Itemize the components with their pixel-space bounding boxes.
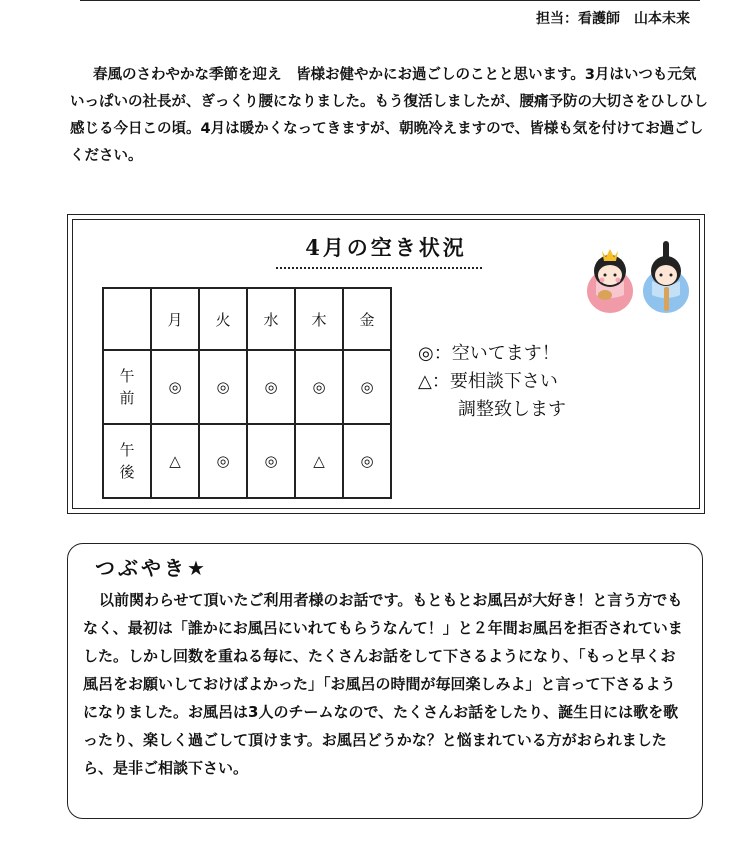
title-dotted-underline	[276, 267, 482, 269]
slot-cell: ◎	[199, 350, 247, 424]
greeting-paragraph: 春風のさわやかな季節を迎え 皆様お健やかにお過ごしのことと思います。3月はいつも元気いっぱいの社長が、ぎっくり腰になりました。もう復活しましたが、腰痛予防の大切さをひしひし感じる今日この頃。4月は暖かくなってきますが、朝晩冷えますので、皆様も気を付けてお過ごしください。	[70, 67, 708, 164]
empress-doll-icon	[587, 249, 633, 313]
afternoon-label	[103, 424, 151, 498]
label-bottom: 後	[119, 463, 135, 481]
availability-title: 4月の空き状況	[305, 235, 467, 260]
day-header: 火	[199, 288, 247, 350]
day-header: 水	[247, 288, 295, 350]
availability-inner-frame	[72, 219, 700, 509]
label-top: 午	[119, 441, 135, 459]
tweet-body	[83, 586, 688, 782]
top-rule	[80, 0, 700, 1]
legend-consult: △：要相談下さい	[418, 371, 558, 392]
corner-cell	[103, 288, 151, 350]
slot-cell: ◎	[343, 350, 391, 424]
morning-row	[103, 350, 391, 424]
greeting-section	[70, 62, 710, 170]
morning-label	[103, 350, 151, 424]
emperor-doll-icon	[643, 241, 689, 313]
slot-cell: ◎	[247, 424, 295, 498]
label-top: 午	[119, 367, 135, 385]
day-header: 金	[343, 288, 391, 350]
slot-cell: ◎	[151, 350, 199, 424]
schedule-table	[102, 287, 392, 499]
availability-box	[67, 214, 705, 514]
tweet-title: つぶやき★	[95, 556, 208, 580]
slot-cell: ◎	[199, 424, 247, 498]
afternoon-row	[103, 424, 391, 498]
slot-cell: ◎	[295, 350, 343, 424]
slot-cell: ◎	[343, 424, 391, 498]
day-header: 月	[151, 288, 199, 350]
legend-consult-note: 調整致します	[458, 399, 566, 420]
legend-available: ◎：空いてます！	[418, 343, 560, 364]
header-row	[103, 288, 391, 350]
tweet-box	[67, 543, 703, 819]
slot-cell: △	[295, 424, 343, 498]
tweet-paragraph: 以前関わらせて頂いたご利用者様のお話です。もともとお風呂が大好き！と言う方でもなく、最初は「誰かにお風呂にいれてもらうなんて！」と２年間お風呂を拒否されていました。しかし回数を重ねる毎に、たくさんお話をして下さるようになり、「もっと早くお風呂をお願いしておけばよかった」「お風呂の時間が毎回楽しみよ」と言って下さるようになりました。お風呂は3人のチームなので、たくさんお話をしたり、誕生日には歌を歌ったり、楽しく過ごして頂けます。お風呂どうかな？と悩まれている方がおられましたら、是非ご相談下さい。	[83, 591, 683, 777]
day-header: 木	[295, 288, 343, 350]
slot-cell: ◎	[247, 350, 295, 424]
slot-cell: △	[151, 424, 199, 498]
author-line: 担当：看護師 山本未来	[536, 11, 690, 27]
label-bottom: 前	[119, 389, 135, 407]
hina-dolls-illustration	[580, 235, 698, 315]
legend	[418, 340, 566, 424]
